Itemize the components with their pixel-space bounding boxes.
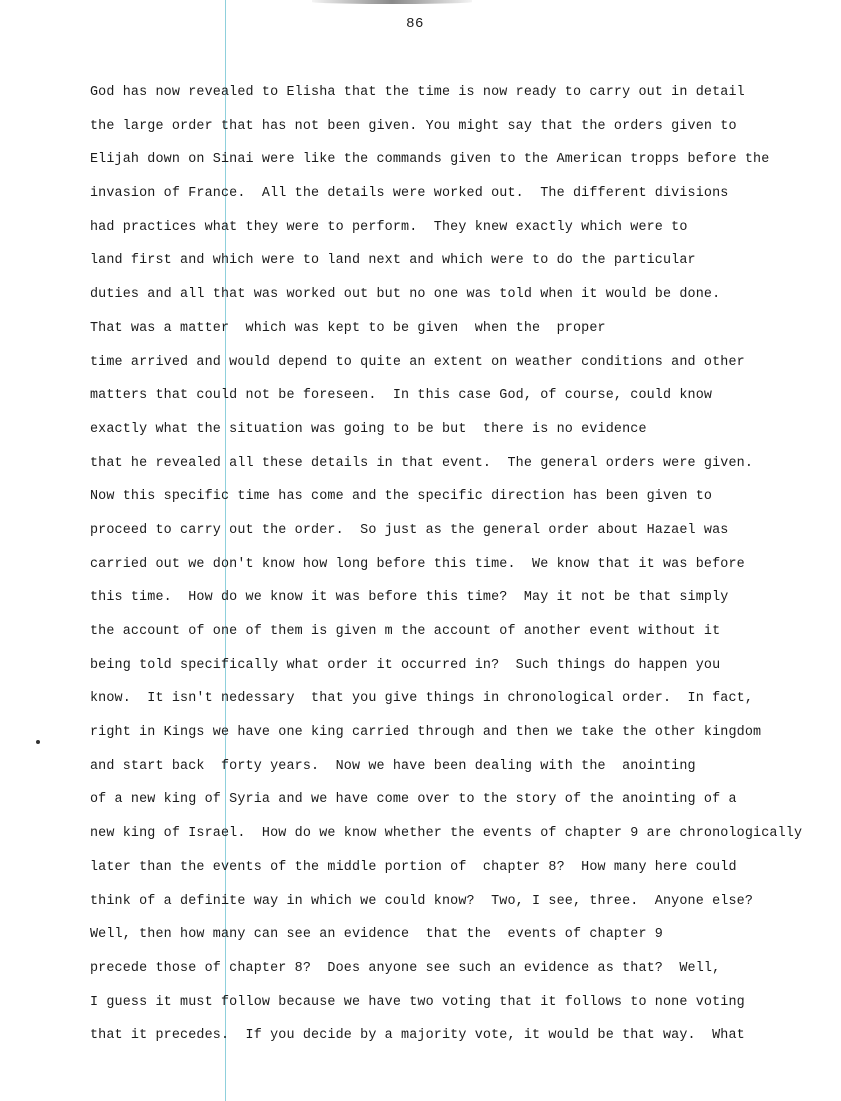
text-line: Well, then how many can see an evidence that the events of chapter 9: [90, 927, 663, 943]
text-line: right in Kings we have one king carried through and then we take the other kingdom: [90, 725, 762, 741]
text-line: that it precedes. If you decide by a majority vote, it would be that way. What: [90, 1028, 745, 1044]
text-line: of a new king of Syria and we have come over to the story of the anointing of a: [90, 792, 737, 808]
text-line: this time. How do we know it was before this time? May it not be that simply: [90, 590, 729, 606]
text-line: I guess it must follow because we have two voting that it follows to none voting: [90, 994, 745, 1010]
text-line: later than the events of the middle portion of chapter 8? How many here could: [90, 859, 737, 875]
text-line: land first and which were to land next and which were to do the particular: [90, 253, 696, 269]
text-line: exactly what the situation was going to be but there is no evidence: [90, 421, 647, 437]
text-line: the account of one of them is given m the account of another event without it: [90, 624, 721, 639]
text-line: being told specifically what order it occurred in? Such things do happen you: [90, 657, 721, 673]
text-line: know. It isn't nedessary that you give things in chronological order. In fact,: [90, 691, 754, 707]
text-line: Now this specific time has come and the specific direction has been given to: [90, 489, 713, 505]
text-line: Elijah down on Sinai were like the commands given to the American tropps before the: [90, 152, 770, 168]
top-scan-smudge: [312, 0, 472, 4]
text-line: carried out we don't know how long before this time. We know that it was before: [90, 556, 745, 572]
text-line: That was a matter which was kept to be given when the proper: [90, 320, 606, 336]
text-line: the large order that has not been given. You might say that the orders given to: [90, 118, 737, 134]
text-line: and start back forty years. Now we have been dealing with the anointing: [90, 758, 696, 774]
text-line: God has now revealed to Elisha that the time is now ready to carry out in detail: [90, 85, 745, 100]
text-line: invasion of France. All the details were worked out. The different divisions: [90, 186, 729, 202]
text-line: had practices what they were to perform. They knew exactly which were to: [90, 219, 688, 235]
text-line: think of a definite way in which we could know? Two, I see, three. Anyone else?: [90, 893, 754, 909]
text-line: new king of Israel. How do we know whether the events of chapter 9 are chronologically: [90, 826, 803, 842]
text-line: precede those of chapter 8? Does anyone see such an evidence as that? Well,: [90, 960, 721, 976]
text-line: that he revealed all these details in that event. The general orders were given.: [90, 455, 754, 471]
text-line: time arrived and would depend to quite an extent on weather conditions and other: [90, 354, 745, 370]
text-line: matters that could not be foreseen. In this case God, of course, could know: [90, 388, 713, 404]
page-number: 86: [406, 16, 424, 32]
stray-ink-mark: [36, 740, 40, 744]
text-line: proceed to carry out the order. So just as the general order about Hazael was: [90, 522, 729, 538]
text-line: duties and all that was worked out but no one was told when it would be done.: [90, 287, 721, 303]
typewritten-body: [90, 82, 835, 1059]
